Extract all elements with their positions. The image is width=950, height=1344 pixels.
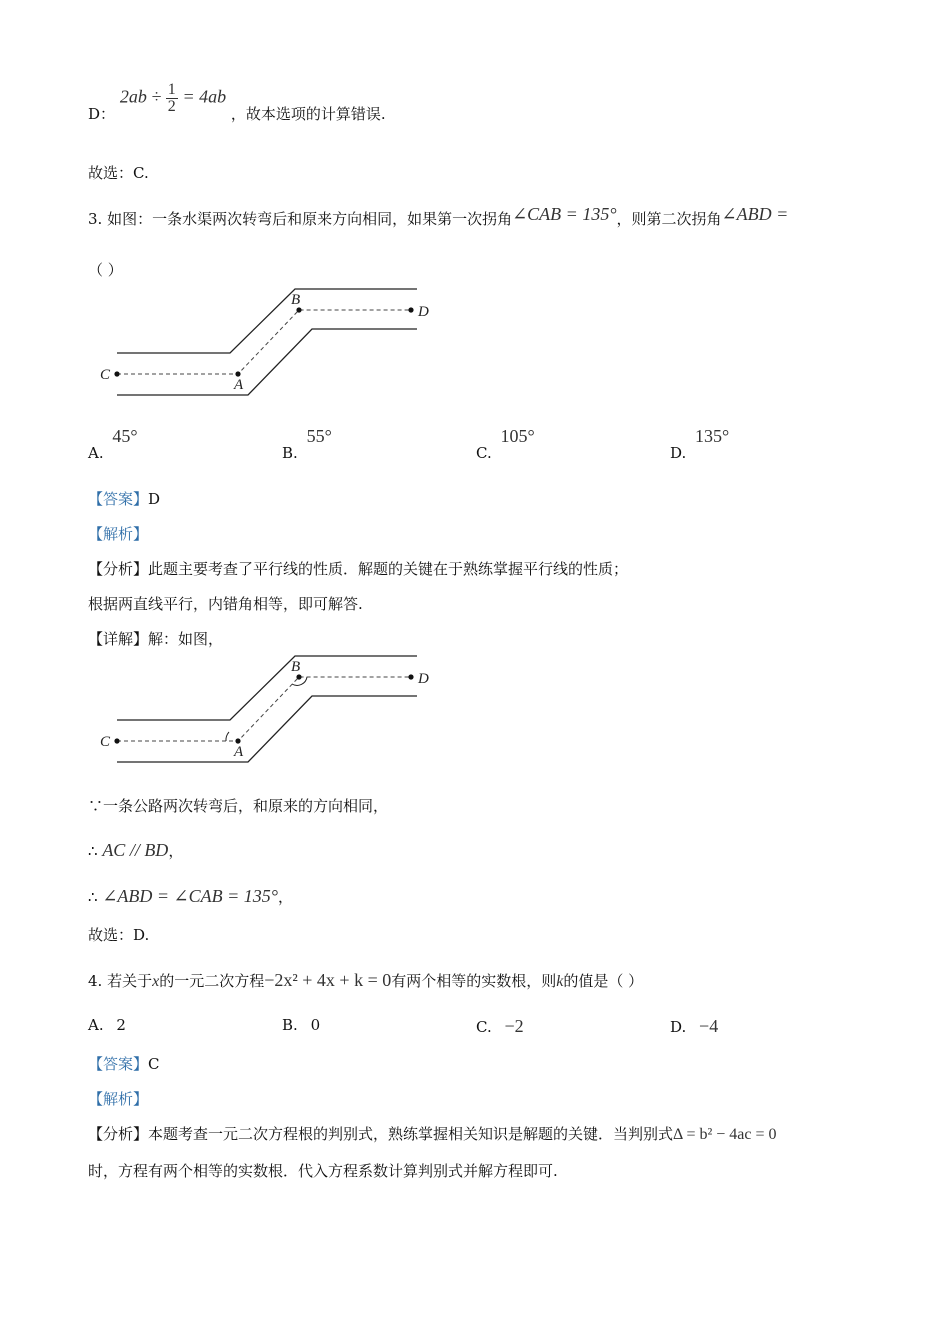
q4-equation: −2x² + 4x + k = 0: [264, 970, 392, 990]
q4-option-c: [476, 1016, 524, 1037]
therefore-symbol: ∴: [88, 888, 103, 906]
q4-option-b-letter: B.: [282, 1016, 298, 1034]
q3-text-b: ，则第二次拐角: [616, 210, 722, 228]
comma: ，: [168, 842, 184, 860]
q4-text-a: 4. 若关于: [88, 972, 153, 990]
q4-var-k: k: [556, 973, 564, 990]
comma: ，: [277, 888, 293, 906]
point-c: [114, 371, 119, 376]
xiangjie-tag: 【详解】: [88, 630, 149, 648]
label-c: C: [100, 367, 111, 383]
canal-figure: [95, 285, 435, 405]
option-d-expr-right: = 4ab: [182, 86, 227, 107]
q4-option-a: [88, 1016, 126, 1034]
q4-text-c: 有两个相等的实数根，则: [391, 972, 557, 990]
fenxi-tag: 【分析】: [88, 560, 149, 578]
q3-jiexi: 【解析】: [88, 525, 149, 543]
option-d-expr-left: 2ab ÷: [119, 86, 166, 107]
point-b: [296, 307, 301, 312]
q4-var-x: x: [152, 973, 160, 990]
q4-answer: [88, 1053, 160, 1074]
q4-option-a-value: 2: [116, 1016, 126, 1034]
label-a: A: [234, 744, 244, 760]
q3-text-a: 3. 如图：一条水渠两次转弯后和原来方向相同，如果第一次拐角: [88, 210, 513, 228]
q3-choose: 故选：D.: [88, 926, 150, 944]
q4-jiexi: 【解析】: [88, 1090, 149, 1108]
label-b: B: [291, 292, 301, 308]
q3-therefore-1: [88, 840, 183, 861]
q3-fenxi-2: 根据两直线平行，内错角相等，即可解答.: [88, 595, 363, 613]
canal-lower-edge: [117, 696, 417, 762]
q3-math-a: ∠CAB = 135°: [512, 204, 617, 224]
label-c: C: [100, 734, 111, 750]
answer-tag: 【答案】: [88, 1055, 149, 1073]
choose-c: 故选：C.: [88, 164, 149, 182]
q3-xiangjie: [88, 628, 223, 649]
q3-option-d-letter: D.: [670, 444, 687, 462]
canal-lower-edge: [117, 329, 417, 395]
answer-value: C: [148, 1055, 160, 1073]
q3-option-d-value: 135°: [695, 426, 730, 446]
q4-fenxi: [88, 1123, 777, 1144]
fenxi-text: 此题主要考查了平行线的性质．解题的关键在于熟练掌握平行线的性质；: [148, 560, 629, 578]
q4-option-a-letter: A.: [88, 1016, 104, 1034]
point-d: [408, 307, 413, 312]
q3-option-c-value: 105°: [500, 426, 535, 446]
q3-stem: [88, 204, 789, 229]
point-c: [114, 738, 119, 743]
fraction-denominator: 2: [167, 98, 176, 115]
q4-option-d-letter: D.: [670, 1018, 687, 1036]
q3-option-d: [670, 426, 730, 462]
point-a: [235, 371, 240, 376]
q4-option-b-value: 0: [310, 1016, 321, 1034]
label-d: D: [418, 304, 429, 320]
q3-math-b: ∠ABD =: [721, 204, 789, 224]
q3-answer: [88, 488, 160, 509]
fraction-numerator: 1: [167, 81, 176, 98]
q3-option-b: [282, 426, 332, 462]
discriminant: Δ = b² − 4ac = 0: [673, 1126, 777, 1143]
q3-option-a-value: 45°: [112, 426, 138, 446]
q4-text-b: 的一元二次方程: [159, 972, 265, 990]
q3-because: ∵一条公路两次转弯后，和原来的方向相同，: [88, 797, 389, 815]
q4-text-d: 的值是（ ）: [563, 972, 644, 990]
q4-option-d: [670, 1016, 718, 1037]
label-b: B: [291, 659, 301, 675]
label-d: D: [418, 671, 429, 687]
label-a: A: [234, 377, 244, 393]
option-d-line: [88, 81, 386, 123]
point-b: [296, 674, 301, 679]
q4-option-c-value: −2: [504, 1016, 524, 1036]
q3-option-c-letter: C.: [476, 444, 492, 462]
option-d-text: ，故本选项的计算错误.: [230, 104, 386, 123]
fenxi-tag: 【分析】: [88, 1125, 149, 1143]
q4-option-c-letter: C.: [476, 1018, 492, 1036]
answer-value: D: [148, 490, 161, 508]
canal-figure-solution: [95, 652, 435, 772]
q4-option-d-value: −4: [699, 1016, 719, 1036]
q3-paren: （ ）: [88, 261, 123, 279]
answer-tag: 【答案】: [88, 490, 149, 508]
therefore-symbol: ∴: [88, 842, 103, 860]
angle-arc-cab: [226, 732, 229, 741]
xiangjie-text: 解：如图，: [148, 630, 224, 648]
q4-stem: [88, 970, 643, 991]
q3-option-a-letter: A.: [88, 444, 104, 462]
point-d: [408, 674, 413, 679]
fenxi-text: 本题考查一元二次方程根的判别式，熟练掌握相关知识是解题的关键．当判别式: [148, 1125, 674, 1143]
q4-option-b: [282, 1016, 320, 1034]
q3-fenxi: [88, 558, 628, 579]
q3-option-c: [476, 426, 535, 462]
option-d-fraction: [166, 82, 178, 115]
q3-option-b-value: 55°: [306, 426, 332, 446]
q4-fenxi-2: 时，方程有两个相等的实数根．代入方程系数计算判别式并解方程即可.: [88, 1162, 558, 1180]
q3-option-b-letter: B.: [282, 444, 298, 462]
option-d-label: D：: [88, 104, 116, 123]
q3-option-a: [88, 426, 138, 462]
point-a: [235, 738, 240, 743]
angle-equality: ∠ABD = ∠CAB = 135°: [102, 886, 278, 906]
parallel-statement: AC // BD: [102, 840, 169, 860]
q3-therefore-2: [88, 886, 293, 907]
